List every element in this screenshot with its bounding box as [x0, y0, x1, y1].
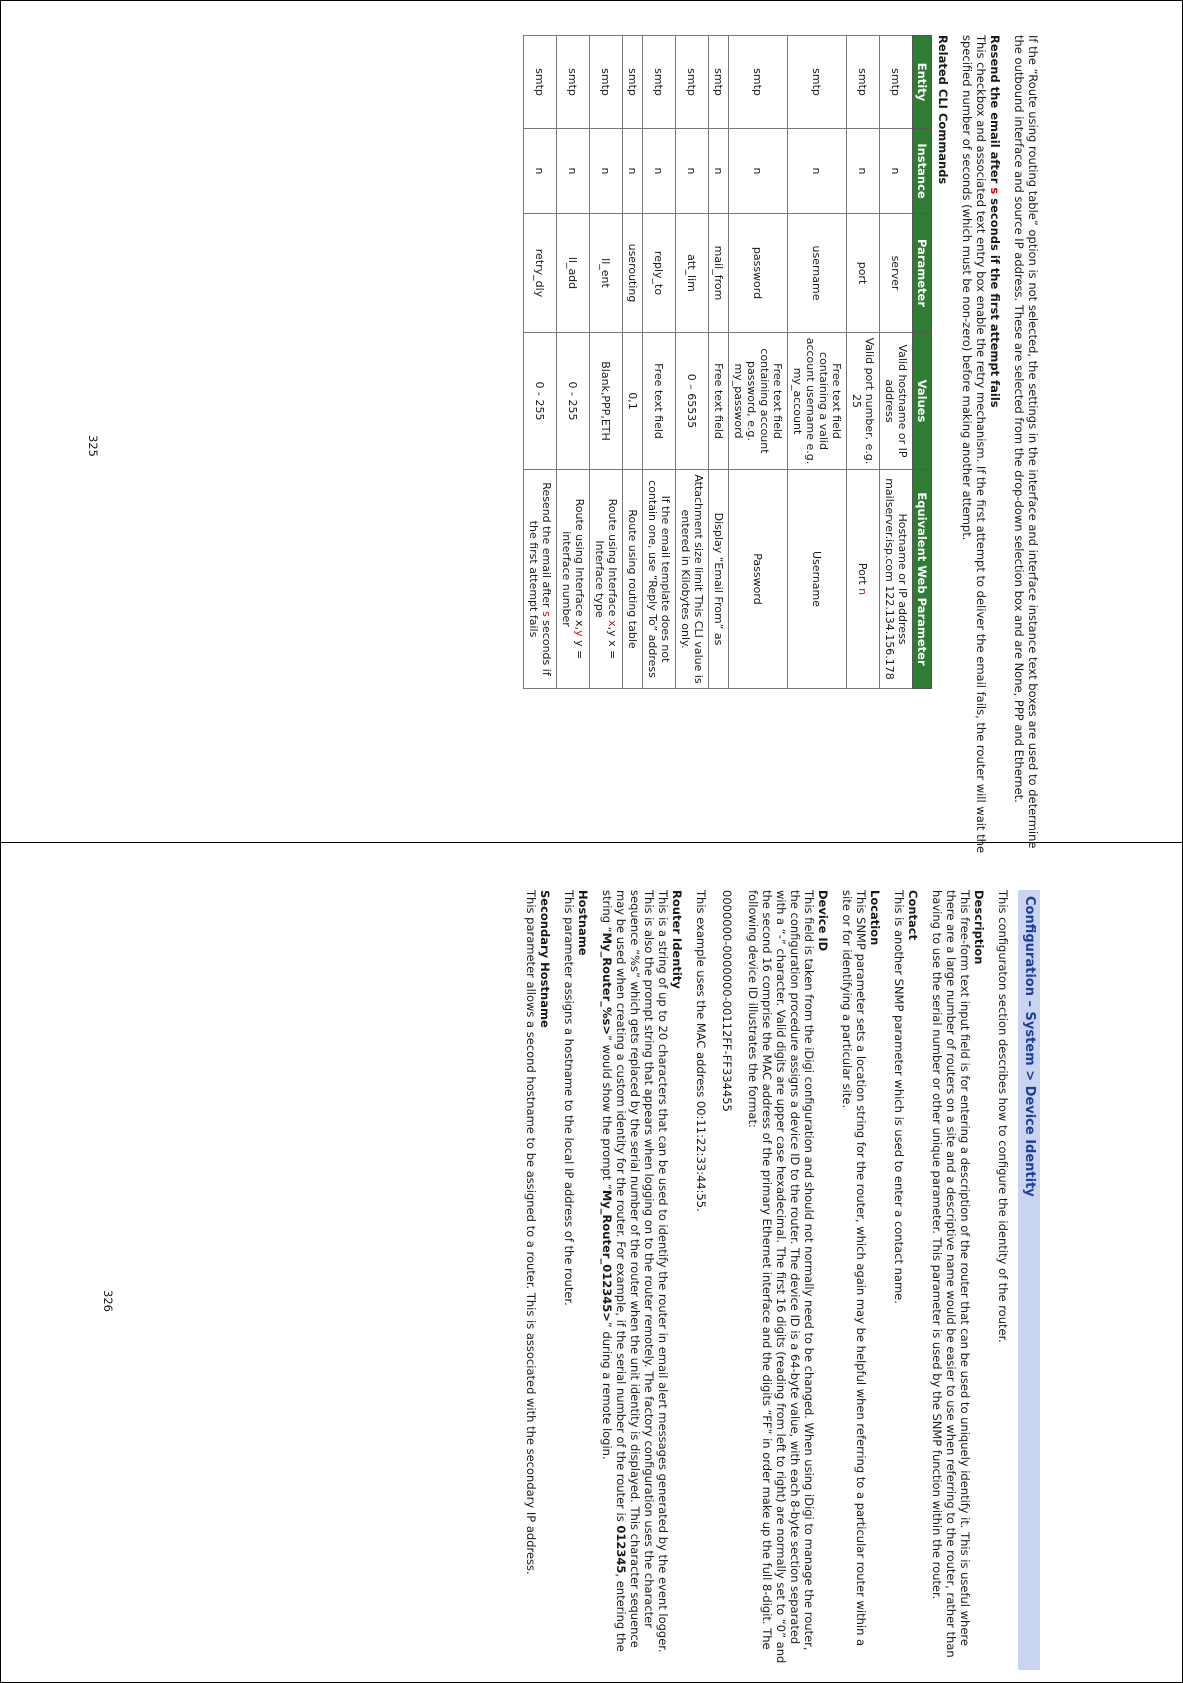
secondary-hostname-title: Secondary Hostname [538, 890, 552, 1028]
cell-web: Port n [847, 470, 880, 689]
cell-entity: smtp [676, 36, 709, 129]
cell-parameter: password [729, 214, 788, 333]
cell-entity: smtp [524, 36, 557, 129]
page-326 [101, 890, 1040, 1670]
cell-values: 0 – 65535 [676, 333, 709, 470]
cell-web: Route using routing table [623, 470, 643, 689]
cli-table [523, 35, 932, 689]
cell-values: Free text field containing a valid account username e.g. my_account [788, 333, 847, 470]
cell-parameter: retry_dly [524, 214, 557, 333]
cell-parameter: userouting [623, 214, 643, 333]
cell-instance: n [623, 129, 643, 214]
table-row [524, 36, 557, 689]
cell-web: Attachment size limit This CLI value is entered in Kilobytes only. [676, 470, 709, 689]
routing-intro: If the “Route using routing table” option is not selected, the settings in the interface and interface instance text boxes are used to determine the outbound interface and source IP address. These are selected from the drop-down selection box and are None, PPP and Ethernet. [1012, 35, 1040, 849]
cell-instance: n [880, 129, 913, 214]
cell-parameter: port [847, 214, 880, 333]
header-entity: Entity [913, 36, 932, 129]
cell-instance: n [847, 129, 880, 214]
description-title: Description [972, 890, 986, 965]
cell-parameter: ll_add [557, 214, 590, 333]
table-row [557, 36, 590, 689]
cell-entity: smtp [623, 36, 643, 129]
cli-heading: Related CLI Commands [936, 35, 950, 185]
cell-web: Hostname or IP address mailserver.isp.com 122.134.156.178 [880, 470, 913, 689]
cell-entity: smtp [847, 36, 880, 129]
table-header-row [913, 36, 932, 689]
cell-values: 0 - 255 [557, 333, 590, 470]
page-325 [86, 35, 1040, 855]
cell-parameter: username [788, 214, 847, 333]
table-row [788, 36, 847, 689]
cell-values: 0,1 [623, 333, 643, 470]
table-row [623, 36, 643, 689]
cell-values: Blank,PPP,ETH [590, 333, 623, 470]
contact-body: This is another SNMP parameter which is used to enter a contact name. [892, 890, 906, 1304]
table-row [643, 36, 676, 689]
resend-body: This checkbox and associated text entry box enable the retry mechanism. If the first attempt to deliver the email fails, the router will wait the specified number of seconds (which must be non-zero) before making another attempt. [960, 35, 988, 854]
cell-instance: n [524, 129, 557, 214]
cell-entity: smtp [557, 36, 590, 129]
cell-web: Resend the email after s seconds if the first attempt fails [524, 470, 557, 689]
header-instance: Instance [913, 129, 932, 214]
hostname-body: This parameter assigns a hostname to the local IP address of the router. [562, 890, 576, 1306]
header-parameter: Parameter [913, 214, 932, 333]
cell-instance: n [590, 129, 623, 214]
cell-web: If the email template does not contain one, use “Reply To” address [643, 470, 676, 689]
cell-entity: smtp [709, 36, 729, 129]
device-id-title: Device ID [816, 890, 830, 952]
mac-note: This example uses the MAC address 00:11:22:33:44:55. [694, 890, 708, 1212]
cell-instance: n [643, 129, 676, 214]
cell-web: Password [729, 470, 788, 689]
cell-instance: n [676, 129, 709, 214]
secondary-hostname-body: This parameter allows a second hostname to be assigned to a router. This is associated with the secondary IP address. [524, 890, 538, 1575]
cell-parameter: server [880, 214, 913, 333]
cell-web: Route using Interface x,y y = interface number [557, 470, 590, 689]
cell-instance: n [729, 129, 788, 214]
router-identity-body: This is a string of up to 20 characters that can be used to identify the router in email alert messages generated by the event logger. This is also the prompt string that appears when logging on to the router remotely. The factory configuration uses the character sequence “%s” which gets replaced by the serial number of the router when the unit identity is displayed. This character sequence may be used when creating a custom identity for the router. For example, if the serial number of the router is 012345, entering the string “My_Router_%s>” would show the prompt “My_Router_012345>” during a remote login. [600, 890, 670, 1653]
table-row [676, 36, 709, 689]
table-row [709, 36, 729, 689]
page-number: 326 [101, 1290, 115, 1312]
table-row [847, 36, 880, 689]
description-body: This free-form text input field is for entering a description of the router that can be used to uniquely identify it. This is useful where there are a large number of routers on a site and a descriptive name would be easier to use when referring to the router, rather than having to use the serial number or other unique parameter. This parameter is used by the SNMP function within the router. [930, 890, 972, 1658]
cell-web: Display “Email From” as [709, 470, 729, 689]
cell-instance: n [709, 129, 729, 214]
cell-entity: smtp [880, 36, 913, 129]
cell-instance: n [557, 129, 590, 214]
cell-entity: smtp [729, 36, 788, 129]
cell-parameter: att_lim [676, 214, 709, 333]
cell-values: 0 - 255 [524, 333, 557, 470]
table-row [880, 36, 913, 689]
hostname-title: Hostname [576, 890, 590, 956]
cell-values: Free text field [709, 333, 729, 470]
contact-title: Contact [906, 890, 920, 941]
cell-values: Valid hostname or IP address [880, 333, 913, 470]
device-id-body: This field is taken from the iDigi configuration and should not normally need to be changed. When using iDigi to manage the router, the configuration procedure assigns a device ID to the router. The device ID is a 64-byte value, with each 8-byte section separated with a “-” character. Valid digits are upper case hexadecimal. The first 16 digits (reading from left to right) are normally set to “0” and the second 16 comprise the MAC address of the primary Ethernet interface and the digits “FF” in order make up the full 8-digit. The following device ID illustrates the format: [746, 890, 816, 1664]
page-number: 325 [86, 435, 100, 457]
cell-values: Valid port number, e.g. 25 [847, 333, 880, 470]
header-web-parameter: Equivalent Web Parameter [913, 470, 932, 689]
header-values: Values [913, 333, 932, 470]
cell-parameter: ll_ent [590, 214, 623, 333]
location-title: Location [868, 890, 882, 946]
cell-web: Route using Interface x,y x = Interface type [590, 470, 623, 689]
cell-parameter: mail_from [709, 214, 729, 333]
cell-values: Free text field [643, 333, 676, 470]
cell-entity: smtp [788, 36, 847, 129]
table-row [590, 36, 623, 689]
cell-values: Free text field containing account password, e.g. my_password [729, 333, 788, 470]
cell-instance: n [788, 129, 847, 214]
cell-parameter: reply_to [643, 214, 676, 333]
resend-title: Resend the email after s seconds if the first attempt fails [988, 35, 1002, 408]
device-id-example: 0000000-0000000-00112FF-FF334455 [720, 890, 734, 1112]
location-body: This SNMP parameter sets a location string for the router, which again may be helpful when referring to a particular router within a site or for identifying a particular site. [840, 890, 868, 1647]
cell-entity: smtp [590, 36, 623, 129]
section-heading: Configuration – System > Device Identity [1018, 890, 1040, 1670]
cell-entity: smtp [643, 36, 676, 129]
cell-web: Username [788, 470, 847, 689]
table-row [729, 36, 788, 689]
router-identity-title: Router Identity [670, 890, 684, 989]
section-intro: This configuraton section describes how to configure the identity of the router. [996, 890, 1010, 1343]
